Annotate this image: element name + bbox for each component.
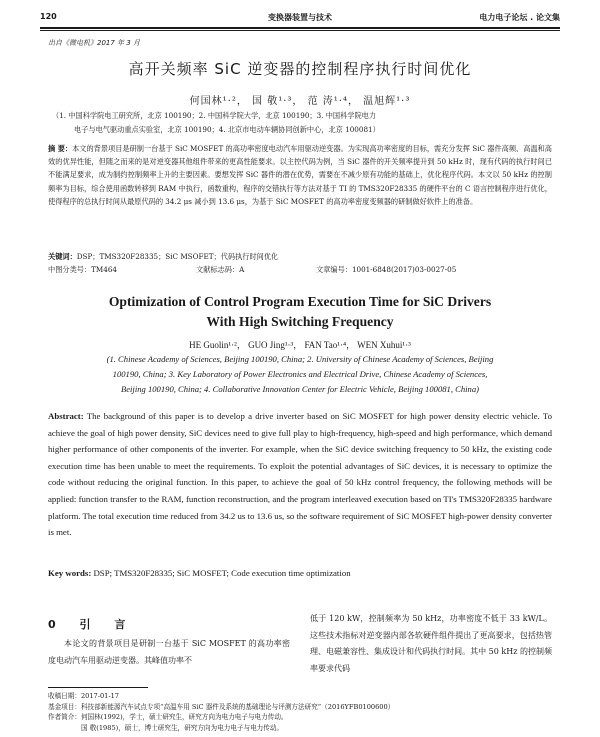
chinese-abstract bbox=[48, 142, 552, 208]
affiliation-line: (1. Chinese Academy of Sciences, Beijing 100190, China; 2. University of Chinese Academy of Sciences, Beijing bbox=[106, 354, 494, 364]
english-keywords bbox=[48, 568, 552, 578]
english-abstract bbox=[48, 408, 552, 541]
abstract-text: 本文的背景项目是研制一台基于 SiC MOSFET 的高功率密度电动汽车用驱动逆变器。为实现高功率密度的目标，需充分发挥 SiC 器件高频、高温和高效的优异性能，但随之而来的是对逆变器其他组件带来的更高性能要求。以主控代码为例，当 SiC 器件的开关频率提升到 50 kHz 时，现有代码的执行时间已不能满足要求，成为制约控制频率上升的主要因素。要想发挥 SiC 器件的潜在优势，需要在不减少原有功能的基础上，优化程序代码。本文以 50 kHz 的控制频率为目标，综合使用函数转移到 RAM 中执行，函数重构，程序的交错执行等方法对基于 TI 的 TMS320F28335 的硬件平台的 C 语言控制程序进行优化，使得程序的总执行时间从最原代码的 34.2 μs 减小到 13.6 μs，为基于 SiC MOSFET 的高功率密度变频器的研制做好软件上的准备。 bbox=[48, 144, 552, 206]
keywords-text: DSP；TMS320F28335；SiC MSOFET；代码执行时间优化 bbox=[76, 252, 279, 261]
title-line: Optimization of Control Program Execution Time for SiC Drivers bbox=[108, 294, 492, 309]
header-rule-thin bbox=[40, 30, 560, 31]
abstract-label: 摘 要： bbox=[48, 144, 73, 153]
english-title bbox=[40, 292, 560, 332]
footnote-rule bbox=[48, 687, 148, 688]
abstract-text: The background of this paper is to develop a drive inverter based on SiC MOSFET for high power density electric vehicle. To achieve the goal of high power density, SiC devices need to give full play to high-frequency, high-speed and high performance, which demand higher performance of other components of the inverter. For example, when the SiC device switching frequency to 50 kHz, the existing code execution time has been unable to meet the requirements. To exploit the potential advantages of SiC devices, it is necessary to optimize the code without reducing the original function. In this paper, to achieve the goal of 50 kHz control frequency, the following methods will be applied: function transfer to the RAM, function reconstruction, and the program interleaved execution based on TI's TMS320F28335 hardware platform. The total execution time reduced from 34.2 us to 13.6 us, so the software requirement of SiC MOSFET high-power density converter is met. bbox=[48, 411, 552, 538]
chinese-title: 高开关频率 SiC 逆变器的控制程序执行时间优化 bbox=[128, 60, 472, 78]
keywords-label: 关键词： bbox=[48, 252, 77, 261]
footnote-author: 作者简介：何国林(1992)，学士，硕士研究生，研究方向为电力电子与电力传动。 bbox=[48, 713, 288, 721]
footnote-received: 收稿日期：2017-01-17 bbox=[48, 692, 119, 700]
abstract-label: Abstract: bbox=[48, 411, 84, 421]
chinese-affiliations bbox=[52, 109, 552, 137]
affiliation-line: （1. 中国科学院电工研究所，北京 100190；2. 中国科学院大学，北京 100190；3. 中国科学院电力 bbox=[52, 111, 377, 120]
footnote-fund: 基金项目：科技部新能源汽车试点专项“高温车用 SiC 器件及系统的基础理论与评测方法研究”（2016YFB0100600） bbox=[48, 702, 395, 711]
classification-meta bbox=[48, 265, 552, 277]
keywords-text: DSP; TMS320F28335; SiC MOSFET; Code execution time optimization bbox=[93, 568, 351, 578]
body-column-left bbox=[48, 616, 290, 669]
english-authors: HE Guolin¹·²， GUO Jing¹·³， FAN Tao¹·⁴， WEN Xuhui¹·³ bbox=[189, 340, 411, 350]
source-line: 出自《微电机》2017 年 3 月 bbox=[48, 39, 140, 47]
chinese-authors: 何国林¹·²， 国 敬¹·³， 范 涛¹·⁴， 温旭辉¹·³ bbox=[189, 96, 411, 107]
journal-name: 变换器装置与技术 bbox=[268, 13, 332, 22]
section-name: 电力电子论坛 . 论文集 bbox=[479, 13, 560, 22]
affiliation-line: 100190, China; 3. Key Laboratory of Power Electronics and Electrical Drive, Chinese Academy of Sciences, bbox=[112, 369, 488, 379]
running-header bbox=[40, 12, 560, 26]
body-paragraph: 本论文的背景项目是研制一台基于 SiC MOSFET 的高功率密度电动汽车用驱动逆变器。其峰值功率不 bbox=[48, 639, 290, 665]
article-number: 文章编号：1001-6848(2017)03-0027-05 bbox=[316, 265, 457, 274]
body-column-right bbox=[310, 611, 552, 677]
title-line: With High Switching Frequency bbox=[206, 314, 394, 329]
english-affiliations bbox=[48, 352, 552, 397]
page-number: 120 bbox=[40, 12, 57, 21]
keywords-label: Key words: bbox=[48, 568, 92, 578]
affiliation-line: Beijing 100190, China; 4. Collaborative Innovation Center for Electric Vehicle, Beijing 100081, China) bbox=[120, 384, 480, 394]
clc-number: 中图分类号：TM464 bbox=[48, 265, 117, 274]
section-heading: 0 引 言 bbox=[48, 618, 136, 631]
affiliation-line: 电子与电气驱动重点实验室，北京 100190；4. 北京市电动车辆协同创新中心，北京 100081） bbox=[74, 125, 380, 134]
footnotes bbox=[48, 691, 552, 733]
chinese-keywords bbox=[48, 252, 552, 262]
footnote-author: 国 敬(1985)，硕士，博士研究生，研究方向为电力电子与电力传动。 bbox=[81, 723, 284, 732]
header-rule-thick bbox=[40, 27, 560, 29]
body-paragraph: 低于 120 kW，控制频率为 50 kHz，功率密度不低于 33 kW/L。这些技术指标对逆变器内部各软硬件组件提出了更高要求，包括热管理、电磁兼容性、集成设计和代码执行时间。其中 50 kHz 的控制频率要求代码 bbox=[310, 614, 552, 673]
document-code: 文献标志码：A bbox=[196, 265, 245, 274]
